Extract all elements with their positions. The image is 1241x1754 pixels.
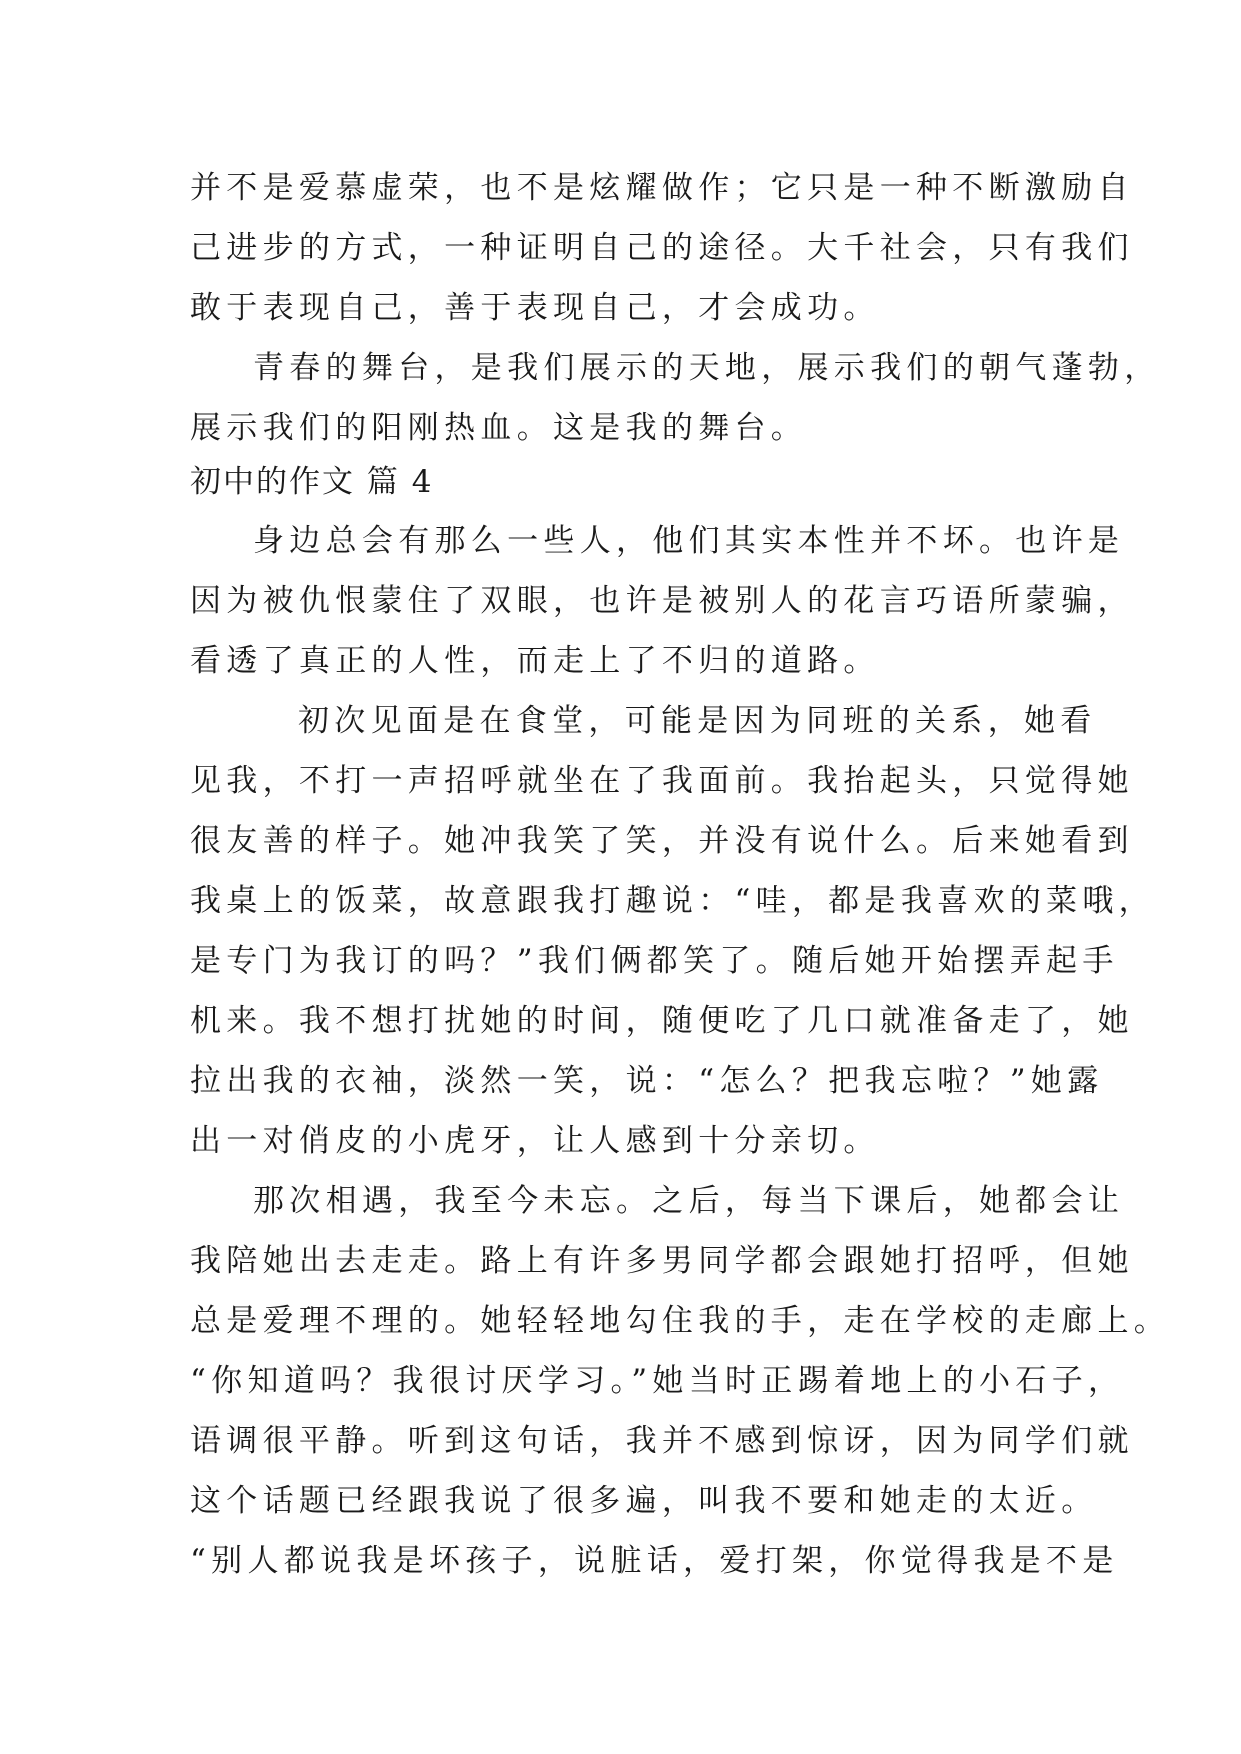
text-line: 我桌上的饭菜，故意跟我打趣说：“哇，都是我喜欢的菜哦，	[190, 883, 1155, 919]
text-line: 己进步的方式，一种证明自己的途径。大千社会，只有我们	[190, 230, 1134, 266]
text-line: 见我，不打一声招呼就坐在了我面前。我抬起头，只觉得她	[190, 763, 1134, 799]
text-line: 这个话题已经跟我说了很多遍，叫我不要和她走的太近。	[190, 1483, 1098, 1519]
text-line: 拉出我的衣袖，淡然一笑，说：“怎么？把我忘啦？”她露	[190, 1063, 1104, 1099]
paragraph-start-line: 那次相遇，我至今未忘。之后，每当下课后，她都会让	[253, 1183, 1125, 1219]
section-heading: 初中的作文 篇 4	[190, 464, 434, 500]
paragraph-start-line: 初次见面是在食堂，可能是因为同班的关系，她看	[298, 703, 1097, 739]
text-line: “别人都说我是坏孩子，说脏话，爱打架，你觉得我是不是	[190, 1543, 1119, 1579]
text-line: 很友善的样子。她冲我笑了笑，并没有说什么。后来她看到	[190, 823, 1134, 859]
text-line: 敢于表现自己，善于表现自己，才会成功。	[190, 290, 880, 326]
text-line: 机来。我不想打扰她的时间，随便吃了几口就准备走了，她	[190, 1003, 1134, 1039]
text-line: 出一对俏皮的小虎牙，让人感到十分亲切。	[190, 1123, 880, 1159]
paragraph-start-line: 青春的舞台，是我们展示的天地，展示我们的朝气蓬勃，	[253, 350, 1161, 386]
text-line: “你知道吗？我很讨厌学习。”她当时正踢着地上的小石子，	[190, 1363, 1125, 1399]
text-line: 语调很平静。听到这句话，我并不感到惊讶，因为同学们就	[190, 1423, 1134, 1459]
text-line: 是专门为我订的吗？”我们俩都笑了。随后她开始摆弄起手	[190, 943, 1119, 979]
text-line: 因为被仇恨蒙住了双眼，也许是被别人的花言巧语所蒙骗，	[190, 583, 1134, 619]
text-line: 展示我们的阳刚热血。这是我的舞台。	[190, 410, 808, 446]
text-line: 总是爱理不理的。她轻轻地勾住我的手，走在学校的走廊上。	[190, 1303, 1171, 1339]
text-line: 我陪她出去走走。路上有许多男同学都会跟她打招呼，但她	[190, 1243, 1134, 1279]
text-line: 看透了真正的人性，而走上了不归的道路。	[190, 643, 880, 679]
text-line: 并不是爱慕虚荣，也不是炫耀做作；它只是一种不断激励自	[190, 170, 1134, 206]
paragraph-start-line: 身边总会有那么一些人，他们其实本性并不坏。也许是	[253, 523, 1125, 559]
